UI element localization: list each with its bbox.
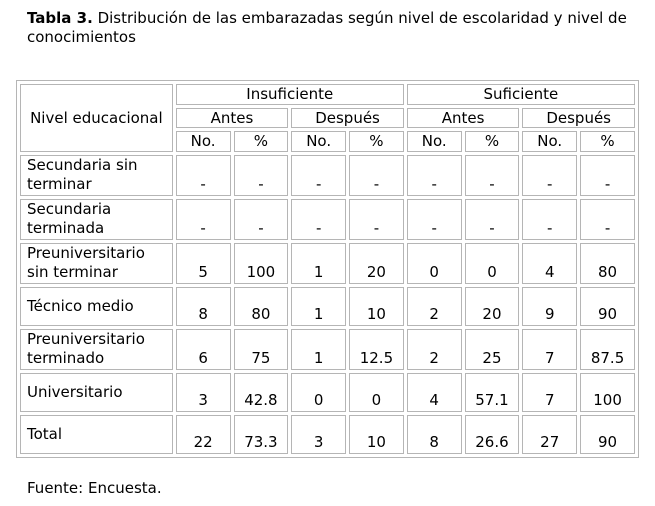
period-header-antes: Antes [176,108,289,129]
unit-header-percent: % [580,131,635,152]
table-cell: 80 [580,243,635,284]
table-cell: - [349,199,404,240]
table-cell: 7 [522,373,577,412]
caption-label: Tabla 3. [27,9,93,27]
unit-header-percent: % [349,131,404,152]
row-label: Total [20,415,173,454]
unit-header-no: No. [407,131,462,152]
caption-text: Distribución de las embarazadas según nivel de escolaridad y nivel de conocimientos [27,9,627,46]
table-cell: 4 [522,243,577,284]
table-row [20,415,635,454]
table-cell: - [580,155,635,196]
table-cell: 0 [465,243,520,284]
row-label: Secundaria sin terminar [20,155,173,196]
row-label: Preuniversitario sin terminar [20,243,173,284]
table-cell: 75 [234,329,289,370]
table-cell: 6 [176,329,231,370]
period-header-despues: Después [522,108,635,129]
table-cell: 3 [176,373,231,412]
table-cell: 0 [407,243,462,284]
table-cell: 100 [580,373,635,412]
table-cell: 3 [291,415,346,454]
table-cell: 12.5 [349,329,404,370]
table-row [20,199,635,240]
table-cell: 73.3 [234,415,289,454]
table-caption [27,9,637,47]
data-table [16,80,639,458]
table-row [20,373,635,412]
table-cell: - [234,199,289,240]
table-cell: 26.6 [465,415,520,454]
table-cell: 8 [176,287,231,326]
table-cell: 2 [407,287,462,326]
table-row [20,155,635,196]
table-row [20,243,635,284]
source-note: Fuente: Encuesta. [27,479,162,497]
table-cell: - [465,155,520,196]
table-cell: 9 [522,287,577,326]
table-cell: 90 [580,287,635,326]
table-cell: - [407,155,462,196]
table-cell: 8 [407,415,462,454]
table-cell: 1 [291,329,346,370]
table-cell: 100 [234,243,289,284]
table-cell: 20 [465,287,520,326]
table-cell: 1 [291,287,346,326]
group-header-suficiente: Suficiente [407,84,635,105]
row-label: Técnico medio [20,287,173,326]
row-label: Preuniversitario terminado [20,329,173,370]
period-header-antes: Antes [407,108,520,129]
table-row [20,287,635,326]
table-cell: 10 [349,287,404,326]
unit-header-no: No. [291,131,346,152]
unit-header-no: No. [522,131,577,152]
table-cell: 90 [580,415,635,454]
table-cell: - [176,199,231,240]
table-cell: 5 [176,243,231,284]
table-cell: 0 [349,373,404,412]
header-nivel-educacional: Nivel educacional [20,84,173,152]
table-cell: 57.1 [465,373,520,412]
table-cell: 87.5 [580,329,635,370]
table-cell: 80 [234,287,289,326]
row-label: Universitario [20,373,173,412]
table-cell: 7 [522,329,577,370]
unit-header-no: No. [176,131,231,152]
unit-header-percent: % [234,131,289,152]
table-cell: 0 [291,373,346,412]
table-cell: - [234,155,289,196]
table-body [20,155,635,454]
period-header-despues: Después [291,108,404,129]
table-cell: 4 [407,373,462,412]
table-cell: - [291,199,346,240]
table-cell: 2 [407,329,462,370]
table-cell: - [522,199,577,240]
group-header-insuficiente: Insuficiente [176,84,404,105]
table-cell: - [465,199,520,240]
unit-header-percent: % [465,131,520,152]
table-cell: 1 [291,243,346,284]
table-cell: 42.8 [234,373,289,412]
table-cell: - [291,155,346,196]
table-cell: - [522,155,577,196]
row-label: Secundaria terminada [20,199,173,240]
table-cell: - [349,155,404,196]
table-cell: 22 [176,415,231,454]
table-cell: - [580,199,635,240]
table-cell: - [407,199,462,240]
table-cell: 27 [522,415,577,454]
table-cell: 10 [349,415,404,454]
table-row [20,329,635,370]
table-cell: 20 [349,243,404,284]
table-cell: 25 [465,329,520,370]
table-cell: - [176,155,231,196]
